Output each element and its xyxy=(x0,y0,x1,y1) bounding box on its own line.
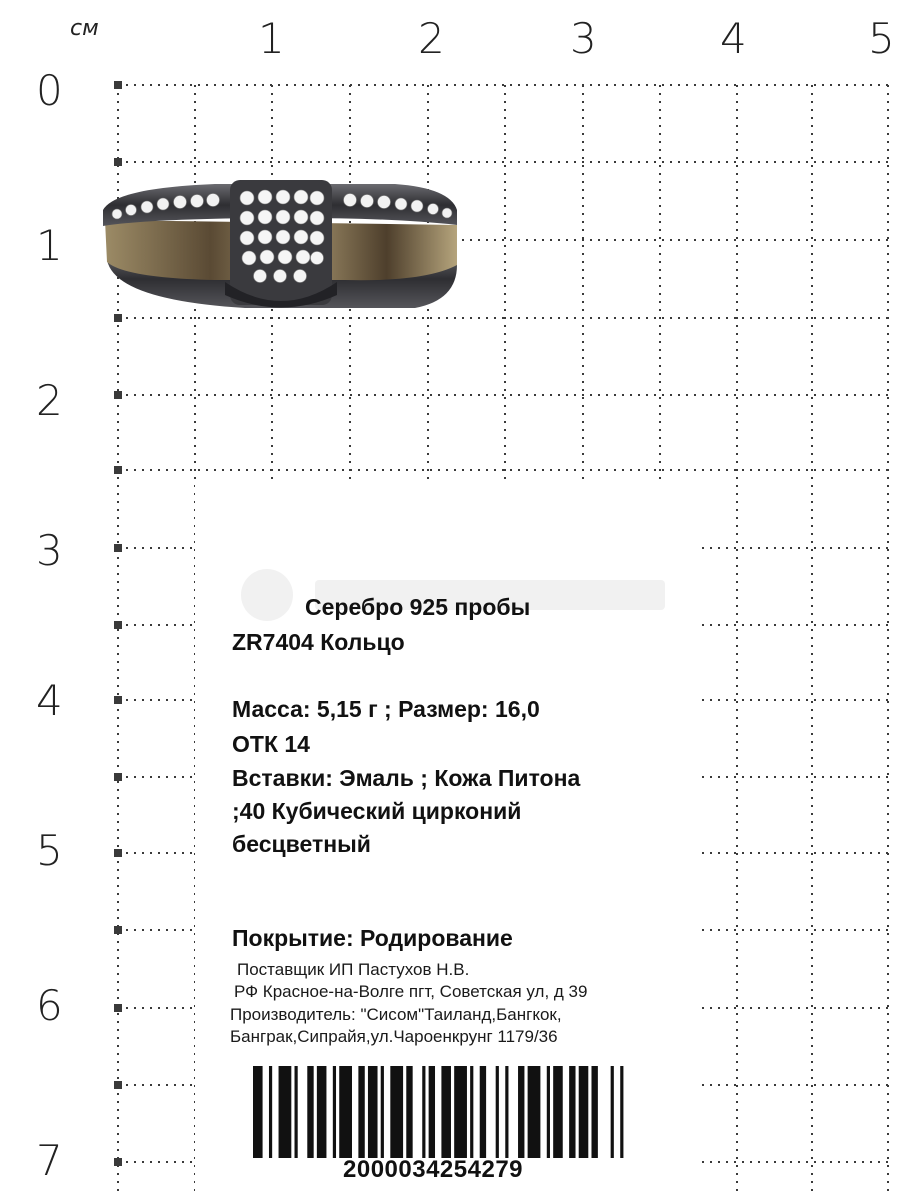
left-scale-4: 4 xyxy=(36,676,63,725)
manufacturer-line1: Производитель: "Сисом"Таиланд,Бангкок, xyxy=(230,1005,562,1024)
left-scale-7: 7 xyxy=(36,1136,63,1185)
barcode xyxy=(253,1066,633,1158)
left-scale-0: 0 xyxy=(36,66,63,115)
top-scale-2: 2 xyxy=(418,14,445,63)
barcode-number: 2000034254279 xyxy=(343,1156,524,1183)
left-scale-1: 1 xyxy=(36,221,63,270)
manufacturer-line2: Банграк,Сипрайя,ул.Чароенкрунг 1179/36 xyxy=(230,1027,558,1046)
material-text: Серебро 925 пробы xyxy=(305,594,531,620)
mass-size-text: Масса: 5,15 г ; Размер: 16,0 xyxy=(232,696,540,722)
unit-label: см xyxy=(70,16,99,41)
inserts-line2: ;40 Кубический цирконий xyxy=(232,798,522,824)
top-scale-4: 4 xyxy=(720,14,747,63)
left-scale-5: 5 xyxy=(36,826,63,875)
supplier-address-text: РФ Красное-на-Волге пгт, Советская ул, д 39 xyxy=(234,982,588,1001)
top-scale-1: 1 xyxy=(258,14,285,63)
ring-image xyxy=(95,170,470,320)
top-scale-5: 5 xyxy=(868,14,895,63)
left-scale-2: 2 xyxy=(36,376,63,425)
coating-text: Покрытие: Родирование xyxy=(232,925,513,951)
otk-text: ОТК 14 xyxy=(232,731,310,757)
article-text: ZR7404 Кольцо xyxy=(232,629,405,655)
inserts-line1: Вставки: Эмаль ; Кожа Питона xyxy=(232,765,581,791)
left-scale-3: 3 xyxy=(36,526,63,575)
left-scale-6: 6 xyxy=(36,981,63,1030)
top-scale-3: 3 xyxy=(570,14,597,63)
supplier-text: Поставщик ИП Пастухов Н.В. xyxy=(237,960,470,979)
inserts-line3: бесцветный xyxy=(232,831,371,857)
